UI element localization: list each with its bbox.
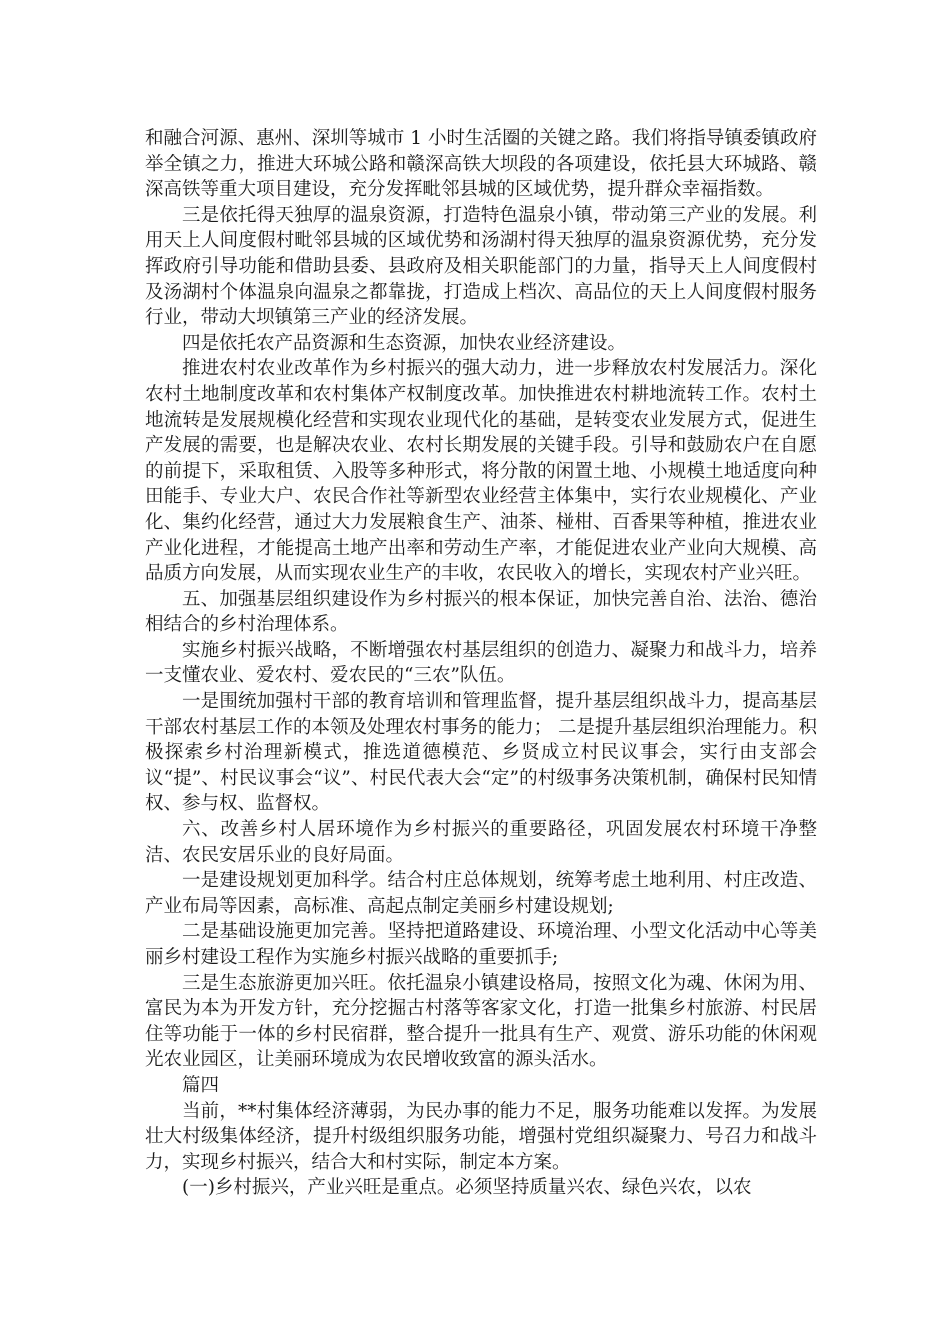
- paragraph-11: 三是生态旅游更加兴旺。依托温泉小镇建设格局，按照文化为魂、休闲为用、富民为本为开发方针，充分挖掘古村落等客家文化，打造一批集乡村旅游、村民居住等功能于一体的乡村民宿群，整合提升一批具有生产、观赏、游乐功能的休闲观光农业园区，让美丽环境成为农民增收致富的源头活水。: [145, 972, 817, 1071]
- paragraph-3: 四是依托农产品资源和生态资源，加快农业经济建设。: [182, 332, 627, 354]
- paragraph-2: 三是依托得天独厚的温泉资源，打造特色温泉小镇，带动第三产业的发展。利用天上人间度假村毗邻县城的区域优势和汤湖村得天独厚的温泉资源优势，充分发挥政府引导功能和借助县委、县政府及相关职能部门的力量，指导天上人间度假村及汤湖村个体温泉向温泉之都靠拢，打造成上档次、高品位的天上人间度假村服务行业，带动大坝镇第三产业的经济发展。: [145, 204, 817, 329]
- paragraph-13: 当前，**村集体经济薄弱，为民办事的能力不足，服务功能难以发挥。为发展壮大村级集体经济，提升村级组织服务功能，增强村党组织凝聚力、号召力和战斗力，实现乡村振兴，结合大和村实际，制定本方案。: [145, 1100, 817, 1173]
- chapter-heading: 篇四: [182, 1074, 220, 1096]
- paragraph-4: 推进农村农业改革作为乡村振兴的强大动力，进一步释放农村发展活力。深化农村土地制度改革和农村集体产权制度改革。加快推进农村耕地流转工作。农村土地流转是发展规模化经营和实现农业现代化的基础，是转变农业发展方式，促进生产发展的需要，也是解决农业、农村长期发展的关键手段。引导和鼓励农户在自愿的前提下，采取租赁、入股等多种形式，将分散的闲置土地、小规模土地适度向种田能手、专业大户、农民合作社等新型农业经营主体集中，实行农业规模化、产业化、集约化经营，通过大力发展粮食生产、油茶、椪柑、百香果等种植，推进农业产业化进程，才能提高土地产出率和劳动生产率，才能促进农业产业向大规模、高品质方向发展，从而实现农业生产的丰收，农民收入的增长，实现农村产业兴旺。: [145, 358, 817, 585]
- paragraph-6: 实施乡村振兴战略，不断增强农村基层组织的创造力、凝聚力和战斗力，培养一支懂农业、爱农村、爱农民的“三农”队伍。: [145, 639, 817, 687]
- paragraph-14: (一)乡村振兴，产业兴旺是重点。必须坚持质量兴农、绿色兴农，以农: [182, 1177, 752, 1199]
- paragraph-7: 一是围统加强村干部的教育培训和管理监督，提升基层组织战斗力，提高基层干部农村基层工作的本领及处理农村事务的能力； 二是提升基层组织治理能力。积极探索乡村治理新模式，推选道德模范、乡贤成立村民议事会，实行由支部会议“提”、村民议事会“议”、村民代表大会“定”的村级事务决策机制，确保村民知情权、参与权、监督权。: [145, 691, 817, 815]
- paragraph-10: 二是基础设施更加完善。坚持把道路建设、环境治理、小型文化活动中心等美丽乡村建设工程作为实施乡村振兴战略的重要抓手;: [145, 921, 817, 968]
- section-heading-6: 六、改善乡村人居环境作为乡村振兴的重要路径，巩固发展农村环境干净整洁、农民安居乐业的良好局面。: [145, 819, 817, 866]
- section-heading-5: 五、加强基层组织建设作为乡村振兴的根本保证，加快完善自治、法治、德治相结合的乡村治理体系。: [145, 588, 817, 636]
- paragraph-9: 一是建设规划更加科学。结合村庄总体规划，统筹考虑土地利用、村庄改造、产业布局等因素，高标准、高起点制定美丽乡村建设规划;: [145, 870, 817, 917]
- document-body: [145, 126, 817, 1201]
- paragraph-1: 和融合河源、惠州、深圳等城市 1 小时生活圈的关键之路。我们将指导镇委镇政府举全镇之力，推进大环城公路和赣深高铁大坝段的各项建设，依托县大环城路、赣深高铁等重大项目建设，充分发挥毗邻县城的区域优势，提升群众幸福指数。: [145, 128, 817, 201]
